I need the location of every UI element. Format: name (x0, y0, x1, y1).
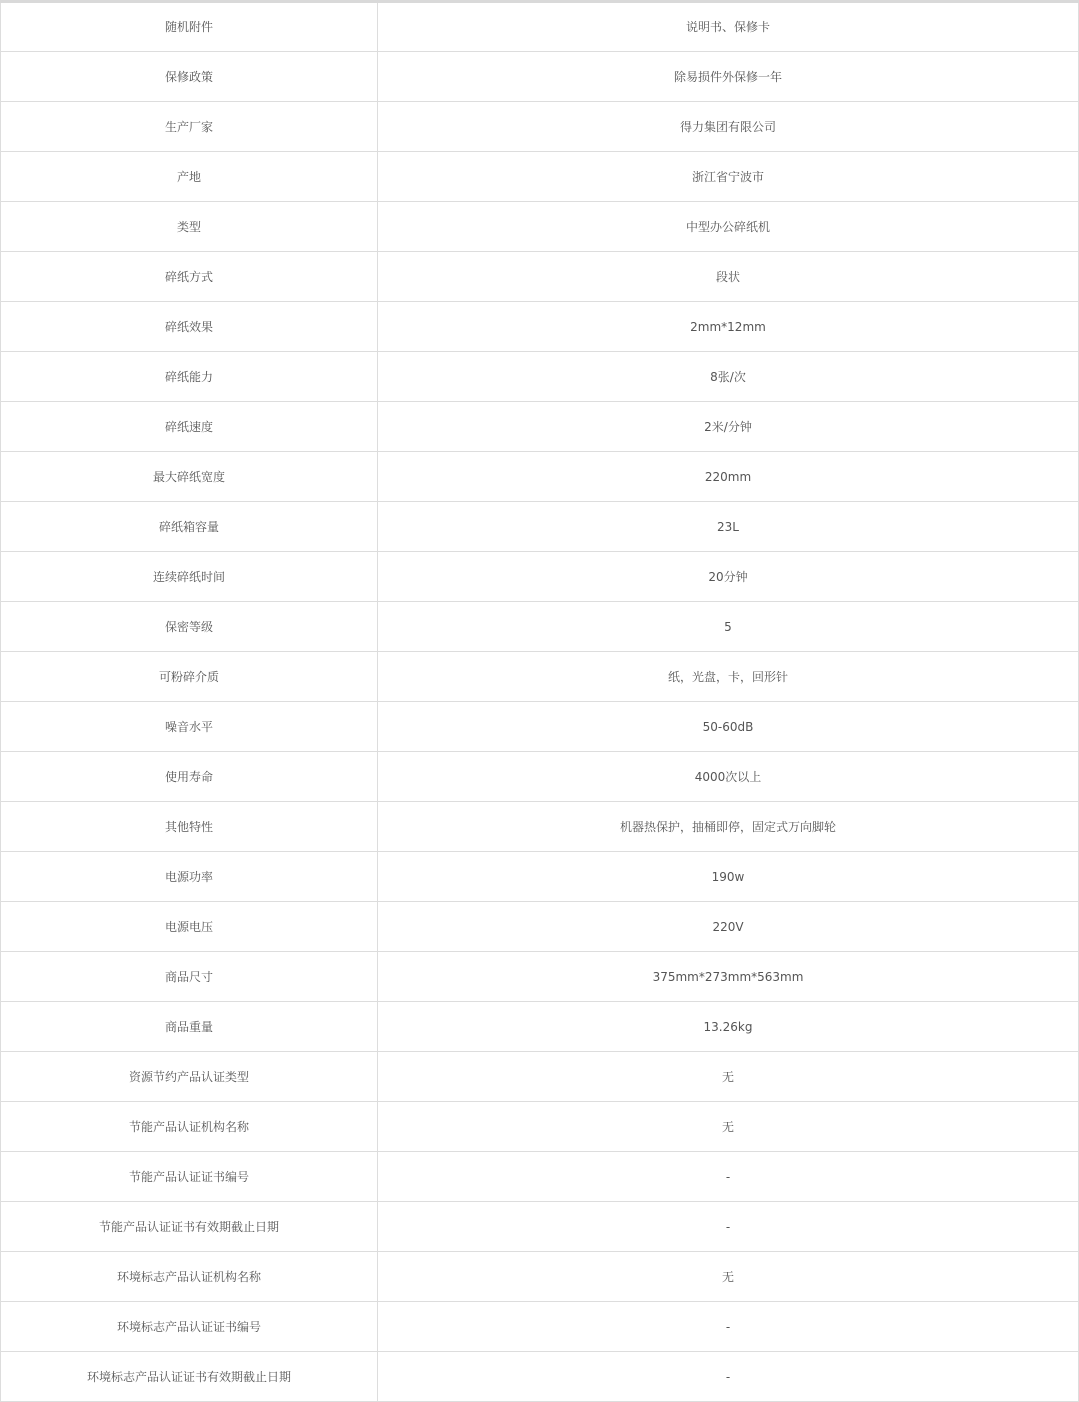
spec-value: - (378, 1202, 1079, 1252)
spec-label: 使用寿命 (1, 752, 378, 802)
table-row (1, 1302, 1079, 1352)
table-row (1, 752, 1079, 802)
table-row (1, 1202, 1079, 1252)
spec-label: 节能产品认证证书有效期截止日期 (1, 1202, 378, 1252)
table-row (1, 902, 1079, 952)
table-row (1, 802, 1079, 852)
table-row (1, 852, 1079, 902)
table-row (1, 352, 1079, 402)
spec-label: 碎纸能力 (1, 352, 378, 402)
table-row (1, 1102, 1079, 1152)
spec-label: 节能产品认证证书编号 (1, 1152, 378, 1202)
spec-value: 375mm*273mm*563mm (378, 952, 1079, 1002)
spec-value: 5 (378, 602, 1079, 652)
spec-label: 噪音水平 (1, 702, 378, 752)
spec-label: 电源功率 (1, 852, 378, 902)
spec-value: 2mm*12mm (378, 302, 1079, 352)
table-row (1, 1352, 1079, 1402)
spec-value: 得力集团有限公司 (378, 102, 1079, 152)
spec-value: 8张/次 (378, 352, 1079, 402)
spec-value: 50-60dB (378, 702, 1079, 752)
spec-label: 连续碎纸时间 (1, 552, 378, 602)
spec-value: 除易损件外保修一年 (378, 52, 1079, 102)
table-row (1, 52, 1079, 102)
table-row (1, 552, 1079, 602)
spec-label: 碎纸效果 (1, 302, 378, 352)
spec-table-body (1, 3, 1079, 1402)
spec-label: 碎纸速度 (1, 402, 378, 452)
spec-label: 类型 (1, 202, 378, 252)
table-row (1, 502, 1079, 552)
spec-value: 浙江省宁波市 (378, 152, 1079, 202)
spec-value: 220mm (378, 452, 1079, 502)
spec-value: - (378, 1152, 1079, 1202)
table-row (1, 1152, 1079, 1202)
spec-value: 23L (378, 502, 1079, 552)
table-row (1, 152, 1079, 202)
table-row (1, 452, 1079, 502)
spec-label: 环境标志产品认证证书有效期截止日期 (1, 1352, 378, 1402)
spec-label: 环境标志产品认证机构名称 (1, 1252, 378, 1302)
table-row (1, 652, 1079, 702)
table-row (1, 202, 1079, 252)
spec-label: 电源电压 (1, 902, 378, 952)
spec-value: 无 (378, 1102, 1079, 1152)
spec-label: 可粉碎介质 (1, 652, 378, 702)
spec-value: 纸，光盘，卡，回形针 (378, 652, 1079, 702)
table-row (1, 302, 1079, 352)
table-row (1, 1052, 1079, 1102)
table-row (1, 3, 1079, 52)
spec-label: 商品重量 (1, 1002, 378, 1052)
spec-value: - (378, 1302, 1079, 1352)
spec-value: 220V (378, 902, 1079, 952)
table-row (1, 702, 1079, 752)
spec-label: 保修政策 (1, 52, 378, 102)
spec-value: 190w (378, 852, 1079, 902)
spec-value: 4000次以上 (378, 752, 1079, 802)
spec-label: 保密等级 (1, 602, 378, 652)
spec-label: 商品尺寸 (1, 952, 378, 1002)
table-row (1, 1252, 1079, 1302)
table-row (1, 1002, 1079, 1052)
table-row (1, 602, 1079, 652)
spec-value: - (378, 1352, 1079, 1402)
spec-value: 2米/分钟 (378, 402, 1079, 452)
spec-value: 13.26kg (378, 1002, 1079, 1052)
spec-value: 20分钟 (378, 552, 1079, 602)
spec-value: 无 (378, 1052, 1079, 1102)
spec-value: 无 (378, 1252, 1079, 1302)
spec-label: 环境标志产品认证证书编号 (1, 1302, 378, 1352)
table-row (1, 252, 1079, 302)
table-row (1, 952, 1079, 1002)
spec-value: 机器热保护，抽桶即停，固定式万向脚轮 (378, 802, 1079, 852)
spec-label: 其他特性 (1, 802, 378, 852)
spec-value: 中型办公碎纸机 (378, 202, 1079, 252)
spec-label: 节能产品认证机构名称 (1, 1102, 378, 1152)
spec-value: 段状 (378, 252, 1079, 302)
spec-label: 最大碎纸宽度 (1, 452, 378, 502)
spec-label: 碎纸方式 (1, 252, 378, 302)
spec-label: 随机附件 (1, 3, 378, 52)
table-row (1, 402, 1079, 452)
table-row (1, 102, 1079, 152)
spec-label: 碎纸箱容量 (1, 502, 378, 552)
spec-value: 说明书、保修卡 (378, 3, 1079, 52)
spec-table (0, 3, 1079, 1402)
spec-label: 资源节约产品认证类型 (1, 1052, 378, 1102)
spec-label: 产地 (1, 152, 378, 202)
spec-label: 生产厂家 (1, 102, 378, 152)
